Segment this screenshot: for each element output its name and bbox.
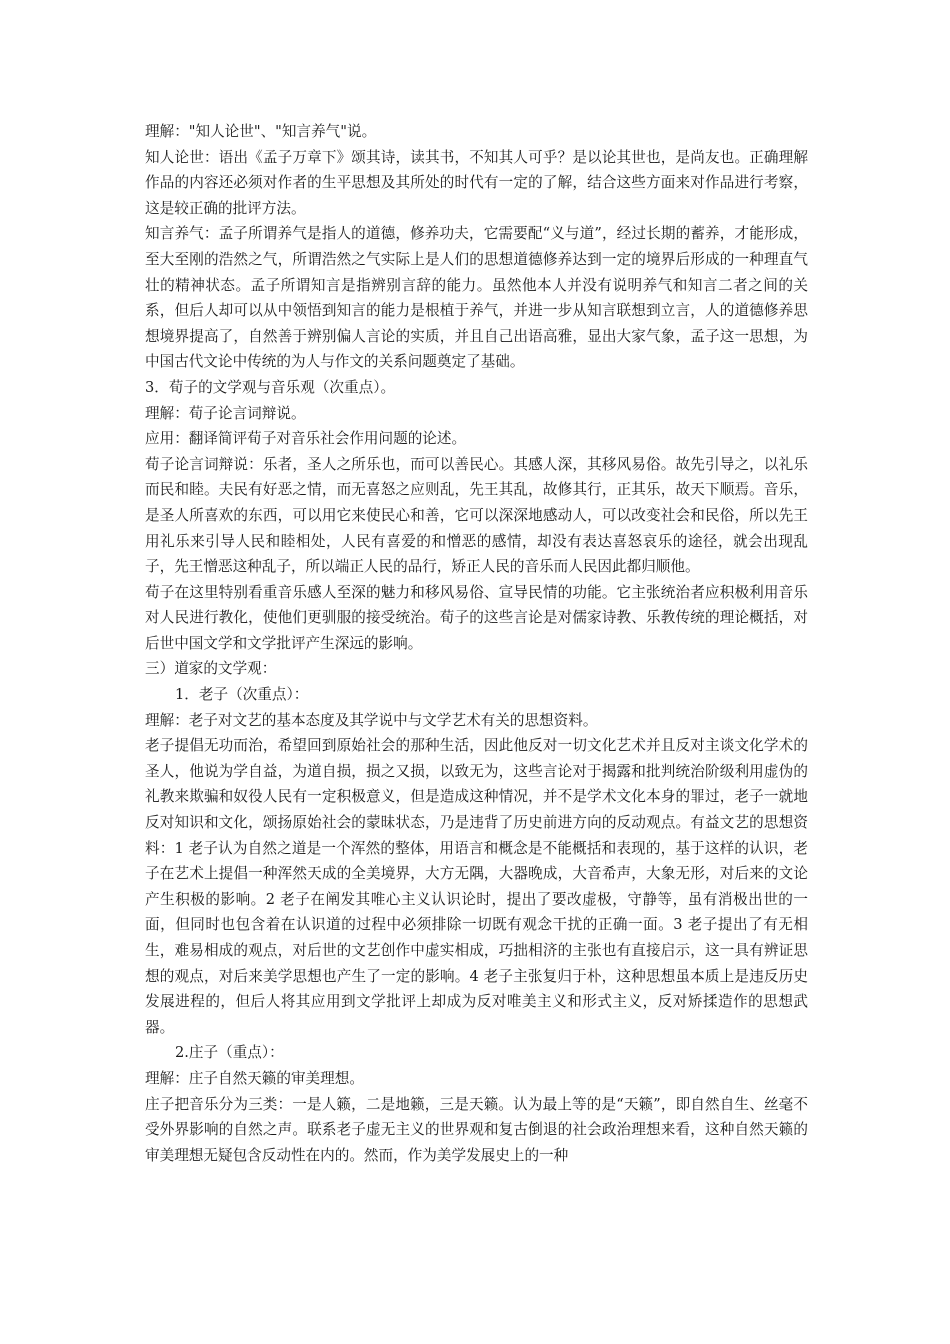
paragraph: 理解：老子对文艺的基本态度及其学说中与文学艺术有关的思想资料。: [145, 711, 598, 729]
section-heading: 三）道家的文学观：: [145, 660, 277, 678]
subsection-heading: 1．老子（次重点）：: [175, 686, 309, 704]
paragraph: 知言养气：孟子所谓养气是指人的道德，修养功夫，它需要配“义与道”，经过长期的蓄养，才能形成，至大至刚的浩然之气，所谓浩然之气实际上是人们的思想道德修养达到一定的境界后形成的一种理直气壮的精神状态。孟子所谓知言是指辨别言辞的能力。虽然他本人并没有说明养气和知言二者之间的关系，但后人却可以从中领悟到知言的能力是根植于养气，并进一步从知言联想到立言，人的道德修养思想境界提高了，自然善于辨别偏人言论的实质，并且自己出语高雅，显出大家气象，孟子这一思想，为中国古代文论中传统的为人与作文的关系问题奠定了基础。: [145, 225, 808, 371]
paragraph: 庄子把音乐分为三类：一是人籁，二是地籁，三是天籁。认为最上等的是“天籁”，即自然自生、丝毫不受外界影响的自然之声。联系老子虚无主义的世界观和复古倒退的社会政治理想来看，这种自然天籁的审美理想无疑包含反动性在内的。然而，作为美学发展史上的一种: [145, 1095, 808, 1164]
paragraph: 理解："知人论世"、"知言养气"说。: [145, 123, 377, 140]
paragraph: 荀子论言词辩说：乐者，圣人之所乐也，而可以善民心。其感人深，其移风易俗。故先引导之，以礼乐而民和睦。夫民有好恶之情，而无喜怒之应则乱，先王其乱，故修其行，正其乐，故天下顺焉。音乐，是圣人所喜欢的东西，可以用它来使民心和善，它可以深深地感动人，可以改变社会和民俗，所以先王用礼乐来引导人民和睦相处，人民有喜爱的和憎恶的感情，却没有表达喜怒哀乐的途径，就会出现乱子，先王憎恶这种乱子，所以端正人民的品行，矫正人民的音乐而人民因此都归顺他。: [145, 455, 808, 576]
paragraph: 理解：庄子自然天籁的审美理想。: [145, 1069, 364, 1087]
paragraph: 知人论世：语出《孟子万章下》颂其诗，读其书，不知其人可乎？是以论其世也，是尚友也。正确理解作品的内容还必须对作者的生平思想及其所处的时代有一定的了解，结合这些方面来对作品进行考察，这是较正确的批评方法。: [145, 148, 808, 217]
document-body: [145, 119, 808, 1168]
paragraph: 理解：荀子论言词辩说。: [145, 404, 306, 422]
paragraph: 老子提倡无功而治，希望回到原始社会的那种生活，因此他反对一切文化艺术并且反对主谈文化学术的圣人，他说为学自益，为道自损，损之又损，以致无为，这些言论对于揭露和批判统治阶级利用虚伪的礼教来欺骗和奴役人民有一定积极意义，但是造成这种情况，并不是学术文化本身的罪过，老子一就地反对知识和文化，颂扬原始社会的蒙昧状态，乃是违背了历史前进方向的反动观点。有益文艺的思想资料：1 老子认为自然之道是一个浑然的整体，用语言和概念是不能概括和表现的，基于这样的认识，老子在艺术上提倡一种浑然天成的全美境界，大方无隅，大器晚成，大音希声，大象无形，对后来的文论产生积极的影响。2 老子在阐发其唯心主义认识论时，提出了要改虚极，守静等，虽有消极出世的一面，但同时也包含着在认识道的过程中必须排除一切既有观念干扰的正确一面。3 老子提出了有无相生，难易相成的观点，对后世的文艺创作中虚实相成，巧拙相济的主张也有直接启示，这一具有辨证思想的观点，对后来美学思想也产生了一定的影响。4 老子主张复归于朴，这种思想虽本质上是违反历史发展进程的，但后人将其应用到文学批评上却成为反对唯美主义和形式主义，反对矫揉造作的思想武器。: [145, 737, 808, 1036]
section-heading: 3．荀子的文学观与音乐观（次重点）。: [145, 378, 396, 396]
paragraph: 应用：翻译简评荀子对音乐社会作用问题的论述。: [145, 430, 467, 448]
subsection-heading: 2.庄子（重点）：: [175, 1044, 284, 1062]
paragraph: 荀子在这里特别看重音乐感人至深的魅力和移风易俗、宣导民情的功能。它主张统治者应积极利用音乐对人民进行教化，使他们更驯服的接受统治。荀子的这些言论是对儒家诗教、乐教传统的理论概括，对后世中国文学和文学批评产生深远的影响。: [145, 583, 808, 652]
